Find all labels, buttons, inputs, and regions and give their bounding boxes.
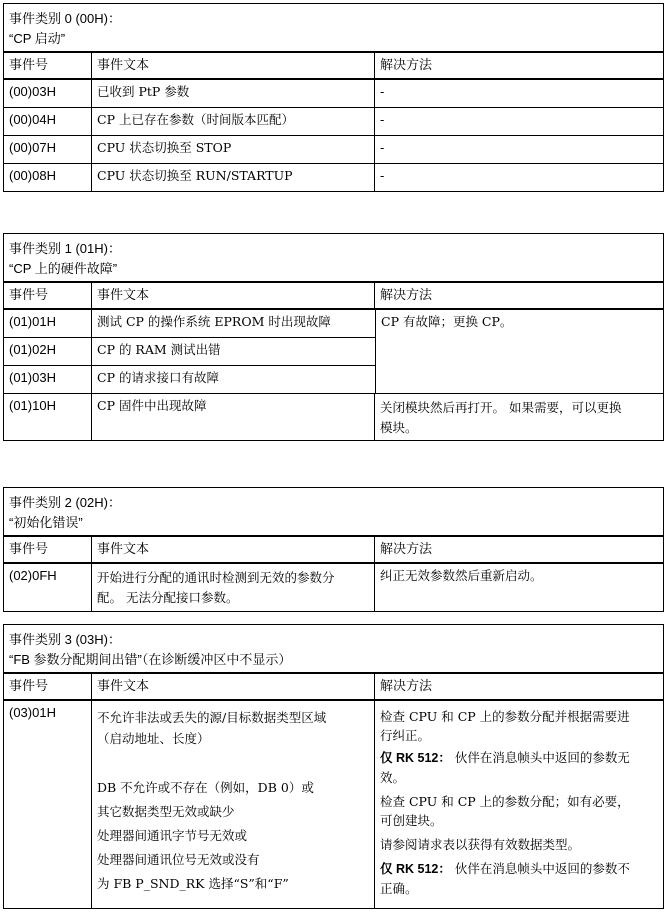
- header-event-no: 事件号: [4, 283, 92, 308]
- table-row: [4, 164, 663, 191]
- table-title: 事件类别 1 (01H)：: [9, 241, 121, 256]
- event-text: CP 的请求接口有故障: [97, 370, 219, 385]
- header-event-text: 事件文本: [92, 53, 375, 78]
- event-no: (02)0FH: [4, 564, 92, 611]
- event-text-line: DB 不允许或不存在（例如，DB 0）或: [97, 780, 314, 795]
- event-text: CP 的 RAM 测试出错: [97, 342, 221, 357]
- table-row: [4, 366, 375, 393]
- event-no: (03)01H: [4, 701, 92, 908]
- event-text-line: 为 FB P_SND_RK 选择“S”和“F”: [97, 876, 289, 891]
- solution-text: 伙伴在消息帧头中返回的参数不: [450, 861, 630, 876]
- merged-row-group: [4, 310, 663, 394]
- solution-line: 检查 CPU 和 CP 上的参数分配并根据需要进: [380, 709, 630, 724]
- event-text: CP 固件中出现故障: [92, 394, 375, 440]
- event-class-2-table: [3, 487, 664, 612]
- table-caption: [4, 488, 663, 537]
- table-subtitle: “初始化错误”: [9, 515, 83, 530]
- header-event-no: 事件号: [4, 674, 92, 699]
- solution-line: 行纠正。: [380, 728, 431, 743]
- event-no: (01)02H: [4, 338, 92, 365]
- event-no: (01)03H: [4, 366, 92, 393]
- header-event-text: 事件文本: [92, 537, 375, 562]
- table-title: 事件类别 2 (02H)：: [9, 495, 121, 510]
- header-event-no: 事件号: [4, 53, 92, 78]
- event-class-0-table: [3, 3, 664, 192]
- table-row: [4, 80, 663, 108]
- event-text-line: 处理器间通讯字节号无效或: [97, 828, 248, 843]
- table-row: [4, 394, 663, 440]
- solution-line: [380, 859, 658, 879]
- event-no: (00)07H: [4, 136, 92, 163]
- event-text-line: [97, 749, 369, 770]
- event-text: CPU 状态切换至 RUN/STARTUP: [92, 164, 375, 191]
- table-caption: [4, 234, 663, 283]
- event-no: (00)03H: [4, 80, 92, 107]
- event-text: [92, 564, 375, 611]
- event-text: CP 上已存在参数（时间版本匹配）: [92, 108, 375, 135]
- event-class-1-table: [3, 233, 664, 441]
- table-title: 事件类别 0 (00H)：: [9, 11, 121, 26]
- header-solution: 解决方法: [380, 57, 433, 72]
- table-row: [4, 310, 375, 338]
- event-text-line: 开始进行分配的通讯时检测到无效的参数分: [97, 570, 335, 585]
- solution-line: 效。: [380, 770, 406, 785]
- table-row: [4, 136, 663, 164]
- solution: [375, 701, 663, 908]
- event-text: [92, 701, 375, 908]
- event-text-line: 不允许非法或丢失的源/目标数据类型区域: [97, 710, 327, 725]
- table-caption: [4, 4, 663, 53]
- event-no: (01)10H: [4, 394, 92, 440]
- table-caption: [4, 625, 663, 674]
- solution-line: 模块。: [380, 420, 418, 435]
- table-header: [4, 674, 663, 701]
- header-event-text: 事件文本: [92, 674, 375, 699]
- solution-line: 关闭模块然后再打开。 如果需要，可以更换: [380, 400, 622, 415]
- solution-line: 正确。: [380, 881, 418, 896]
- event-no: (01)01H: [4, 310, 92, 337]
- event-class-3-table: [3, 624, 664, 909]
- merged-solution: CP 有故障；更换 CP。: [375, 310, 663, 393]
- table-row: [4, 701, 663, 908]
- solution-line: 检查 CPU 和 CP 上的参数分配；如有必要，: [380, 794, 630, 809]
- table-header: [4, 283, 663, 310]
- event-text: 已收到 PtP 参数: [92, 80, 375, 107]
- solution-line: 请参阅请求表以获得有效数据类型。: [380, 837, 581, 852]
- solution: -: [380, 112, 385, 127]
- table-header: [4, 537, 663, 564]
- solution-text: 伙伴在消息帧头中返回的参数无: [450, 750, 630, 765]
- event-text-line: 配。 无法分配接口参数。: [97, 590, 239, 605]
- event-text: 测试 CP 的操作系统 EPROM 时出现故障: [97, 314, 331, 329]
- event-text: CPU 状态切换至 STOP: [92, 136, 375, 163]
- solution: 纠正无效参数然后重新启动。: [380, 568, 543, 583]
- header-event-text: 事件文本: [92, 283, 375, 308]
- solution-line: [380, 748, 658, 768]
- table-title: 事件类别 3 (03H)：: [9, 632, 121, 647]
- header-solution: 解决方法: [380, 678, 433, 693]
- table-row: [4, 338, 375, 366]
- header-solution: 解决方法: [380, 541, 433, 556]
- rk512-label: 仅 RK 512：: [380, 862, 451, 876]
- event-text-line: 处理器间通讯位号无效或没有: [97, 852, 260, 867]
- table-subtitle: “CP 启动”: [9, 31, 66, 46]
- solution: -: [380, 84, 385, 99]
- table-subtitle: “FB 参数分配期间出错”（在诊断缓冲区中不显示）: [9, 652, 292, 667]
- solution: -: [380, 140, 385, 155]
- event-no: (00)04H: [4, 108, 92, 135]
- solution: [375, 394, 663, 440]
- event-text-line: 其它数据类型无效或缺少: [97, 804, 235, 819]
- table-row: [4, 564, 663, 611]
- rk512-label: 仅 RK 512：: [380, 751, 451, 765]
- table-header: [4, 53, 663, 80]
- event-no: (00)08H: [4, 164, 92, 191]
- header-solution: 解决方法: [380, 287, 433, 302]
- event-text-line: （启动地址、长度）: [97, 731, 210, 746]
- table-subtitle: “CP 上的硬件故障”: [9, 261, 118, 276]
- table-row: [4, 108, 663, 136]
- solution: -: [380, 168, 385, 183]
- solution-line: 可创建块。: [380, 813, 443, 828]
- header-event-no: 事件号: [4, 537, 92, 562]
